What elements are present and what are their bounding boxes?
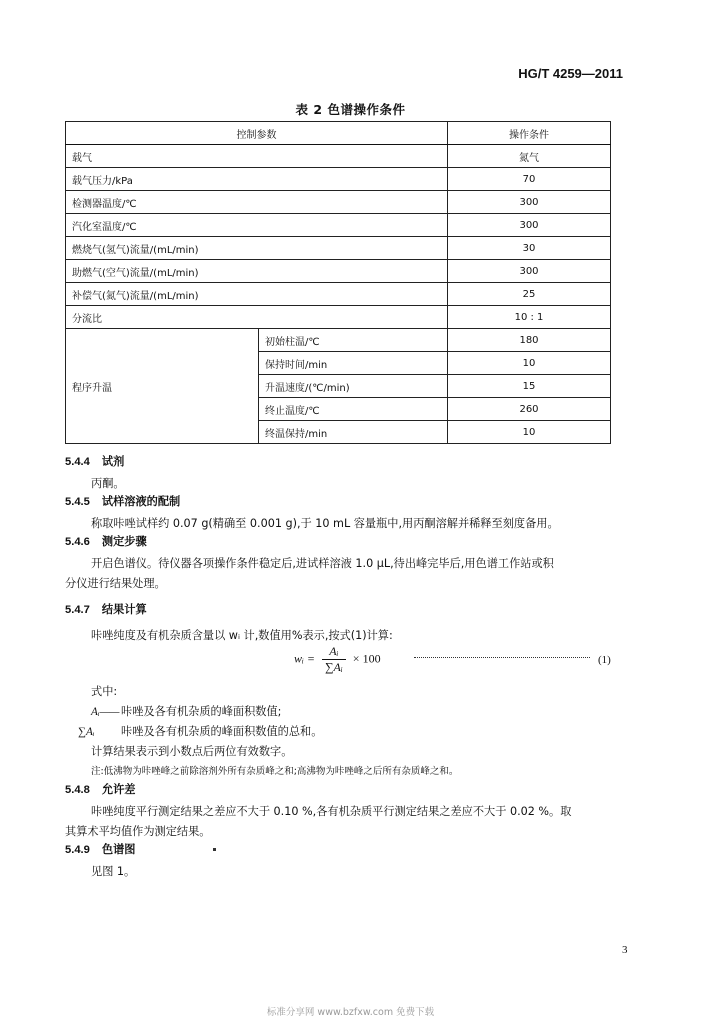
section-number: 5.4.8 bbox=[65, 784, 90, 796]
value-cell: 10 bbox=[448, 352, 611, 375]
value-cell: 70 bbox=[448, 168, 611, 191]
section-heading-5-4-5 bbox=[65, 493, 180, 509]
definition-row bbox=[91, 703, 281, 719]
param-cell: 保持时间/min bbox=[259, 352, 448, 375]
formula-lhs: wᵢ = bbox=[294, 651, 315, 666]
section-heading-5-4-7 bbox=[65, 601, 147, 617]
param-cell: 助燃气(空气)流量/(mL/min) bbox=[66, 260, 448, 283]
col-header-value: 操作条件 bbox=[448, 122, 611, 145]
formula-denominator: ∑Aᵢ bbox=[325, 660, 343, 674]
value-cell: 25 bbox=[448, 283, 611, 306]
section-number: 5.4.9 bbox=[65, 844, 90, 856]
paragraph: 分仪进行结果处理。 bbox=[65, 577, 166, 590]
page-number: 3 bbox=[622, 944, 628, 956]
paragraph: 其算术平均值作为测定结果。 bbox=[65, 825, 211, 838]
watermark: 标准分享网 www.bzfxw.com 免费下载 bbox=[266, 1007, 435, 1018]
paragraph: 称取咔唑试样约 0.07 g(精确至 0.001 g),于 10 mL 容量瓶中,用丙酮溶解并稀释至刻度备用。 bbox=[91, 517, 559, 530]
param-cell: 燃烧气(氢气)流量/(mL/min) bbox=[66, 237, 448, 260]
value-cell: 30 bbox=[448, 237, 611, 260]
note: 注:低沸物为咔唑峰之前除溶剂外所有杂质峰之和;高沸物为咔唑峰之后所有杂质峰之和。 bbox=[91, 766, 459, 777]
section-title: 试样溶液的配制 bbox=[101, 495, 181, 508]
section-heading-5-4-6 bbox=[65, 533, 147, 549]
value-cell: 氮气 bbox=[448, 145, 611, 168]
section-heading-5-4-9 bbox=[65, 841, 135, 857]
formula-multiplier: × 100 bbox=[352, 651, 381, 666]
value-cell: 300 bbox=[448, 260, 611, 283]
param-cell: 终止温度/℃ bbox=[259, 398, 448, 421]
param-cell: 升温速度/(℃/min) bbox=[259, 375, 448, 398]
col-header-param: 控制参数 bbox=[66, 122, 448, 145]
definition-symbol: Aᵢ—— bbox=[91, 706, 120, 718]
section-title: 测定步骤 bbox=[101, 535, 147, 548]
section-title: 允许差 bbox=[101, 783, 136, 796]
table-title: 表 2 色谱操作条件 bbox=[295, 102, 406, 117]
paragraph: 咔唑纯度及有机杂质含量以 wᵢ 计,数值用%表示,按式(1)计算: bbox=[91, 629, 393, 642]
value-cell: 15 bbox=[448, 375, 611, 398]
paragraph: 咔唑纯度平行测定结果之差应不大于 0.10 %,各有机杂质平行测定结果之差应不大于 0.02 %。取 bbox=[91, 805, 572, 818]
param-cell: 初始柱温/℃ bbox=[259, 329, 448, 352]
section-title: 结果计算 bbox=[101, 603, 147, 616]
definition-text: 咔唑及各有机杂质的峰面积数值; bbox=[121, 705, 282, 718]
param-cell: 分流比 bbox=[66, 306, 448, 329]
value-cell: 180 bbox=[448, 329, 611, 352]
section-title: 色谱图 bbox=[101, 843, 136, 856]
scan-speck bbox=[213, 848, 216, 851]
definition-text: 咔唑及各有机杂质的峰面积数值的总和。 bbox=[121, 725, 323, 738]
value-cell: 10 bbox=[448, 421, 611, 444]
value-cell: 300 bbox=[448, 214, 611, 237]
formula bbox=[294, 644, 381, 675]
section-number: 5.4.5 bbox=[65, 496, 90, 508]
value-cell: 10 : 1 bbox=[448, 306, 611, 329]
param-cell: 补偿气(氮气)流量/(mL/min) bbox=[66, 283, 448, 306]
standard-code: HG/T 4259—2011 bbox=[518, 66, 623, 81]
section-title: 试剂 bbox=[101, 455, 125, 468]
paragraph: 开启色谱仪。待仪器各项操作条件稳定后,进试样溶液 1.0 μL,待出峰完毕后,用色谱工作站或积 bbox=[91, 557, 554, 570]
section-heading-5-4-4 bbox=[65, 453, 124, 469]
equation-number: (1) bbox=[598, 654, 611, 666]
param-cell: 汽化室温度/℃ bbox=[66, 214, 448, 237]
paragraph: 计算结果表示到小数点后两位有效数字。 bbox=[91, 745, 293, 758]
section-number: 5.4.6 bbox=[65, 536, 90, 548]
section-number: 5.4.7 bbox=[65, 604, 90, 616]
param-cell: 终温保持/min bbox=[259, 421, 448, 444]
param-cell: 载气压力/kPa bbox=[66, 168, 448, 191]
formula-leader-dots bbox=[414, 657, 590, 658]
definition-row bbox=[78, 723, 322, 739]
section-heading-5-4-8 bbox=[65, 781, 135, 797]
where-label: 式中: bbox=[91, 685, 118, 698]
definition-symbol: ∑Aᵢ bbox=[78, 726, 95, 738]
paragraph: 见图 1。 bbox=[91, 865, 136, 878]
param-cell: 检测器温度/℃ bbox=[66, 191, 448, 214]
paragraph: 丙酮。 bbox=[91, 477, 125, 490]
formula-fraction bbox=[322, 644, 346, 675]
program-temp-label: 程序升温 bbox=[66, 329, 259, 444]
value-cell: 260 bbox=[448, 398, 611, 421]
section-number: 5.4.4 bbox=[65, 456, 90, 468]
param-cell: 载气 bbox=[66, 145, 448, 168]
value-cell: 300 bbox=[448, 191, 611, 214]
formula-numerator: Aᵢ bbox=[322, 644, 346, 660]
